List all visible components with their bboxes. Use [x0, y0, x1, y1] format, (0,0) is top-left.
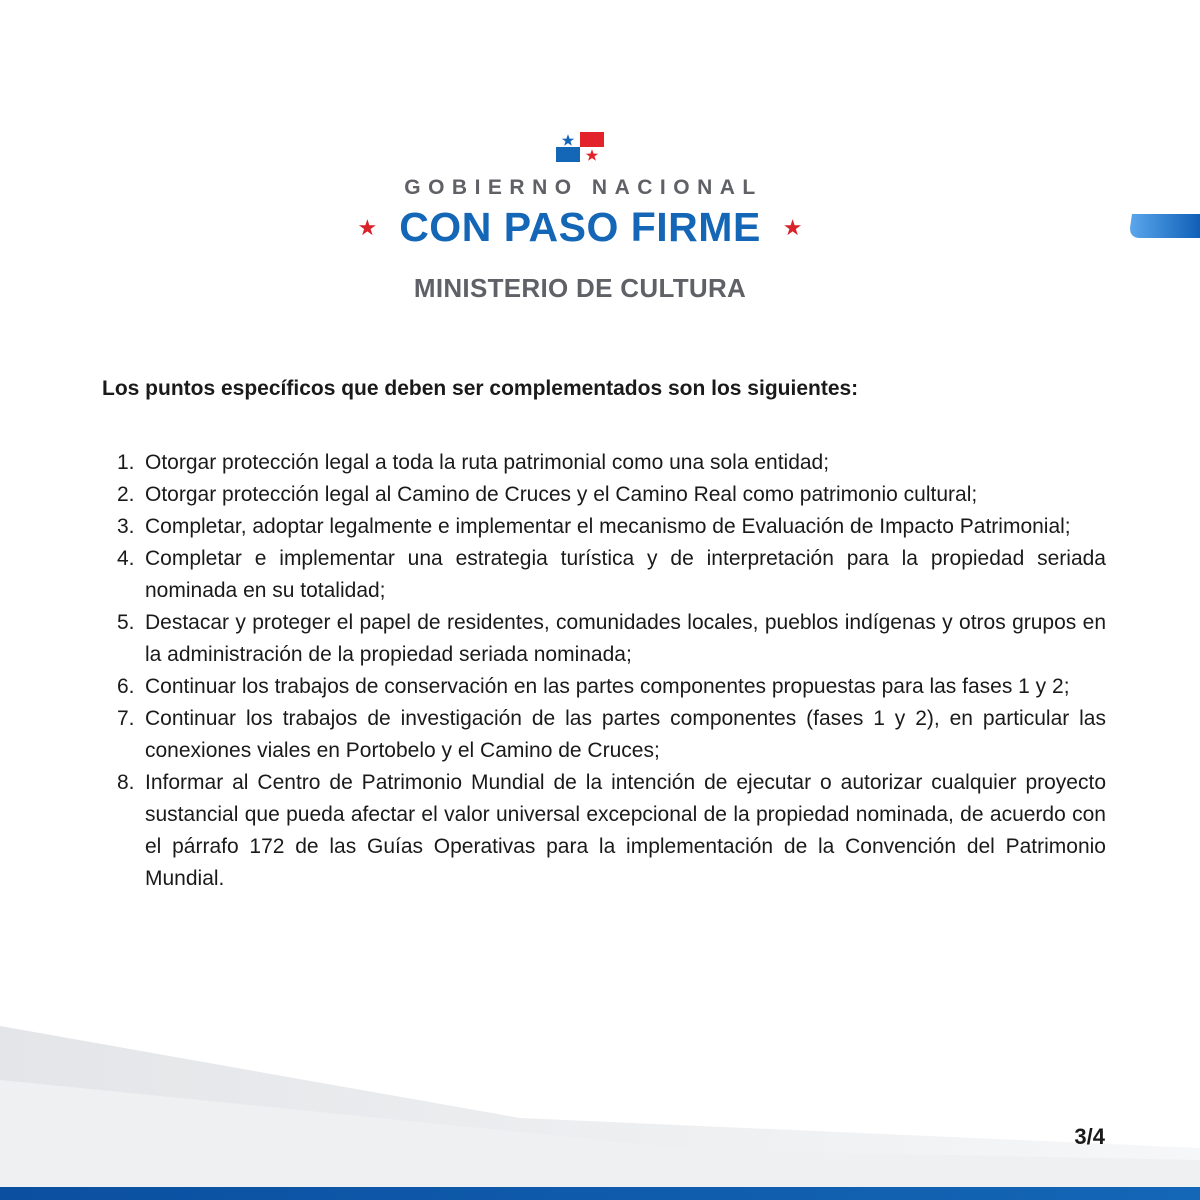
bottom-blue-bar: [0, 1187, 1200, 1200]
page-number: 3/4: [1074, 1124, 1105, 1149]
document-body: [102, 377, 1106, 895]
list-item: [102, 447, 1106, 479]
list-item-text: Continuar los trabajos de investigación de las partes componentes (fases 1 y 2), en particular las conexiones viales en Portobelo y el Camino de Cruces;: [145, 707, 1106, 762]
list-item-number: 5.: [117, 611, 135, 634]
list-item-number: 7.: [117, 707, 135, 730]
list-item-number: 4.: [117, 547, 135, 570]
star-icon: ★: [357, 214, 378, 240]
list-item-number: 8.: [117, 771, 135, 794]
intro-heading: Los puntos específicos que deben ser complementados son los siguientes:: [102, 377, 859, 400]
list-item: [102, 607, 1106, 671]
star-icon: ★: [782, 214, 803, 240]
points-list: [102, 447, 1106, 895]
panama-flag-icon: [556, 132, 604, 162]
list-item-text: Otorgar protección legal a toda la ruta patrimonial como una sola entidad;: [145, 451, 830, 474]
slogan: CON PASO FIRME: [399, 204, 761, 250]
list-item-number: 2.: [117, 483, 135, 506]
list-item-text: Continuar los trabajos de conservación en las partes componentes propuestas para las fases 1 y 2;: [145, 675, 1070, 698]
list-item-text: Completar, adoptar legalmente e implementar el mecanismo de Evaluación de Impacto Patrimonial;: [145, 515, 1071, 538]
list-item: [102, 671, 1106, 703]
list-item-text: Completar e implementar una estrategia turística y de interpretación para la propiedad seriada nominada en su totalidad;: [145, 547, 1106, 602]
list-item: [102, 479, 1106, 511]
list-item: [102, 703, 1106, 767]
list-item: [102, 767, 1106, 895]
list-item-text: Otorgar protección legal al Camino de Cruces y el Camino Real como patrimonio cultural;: [145, 483, 978, 506]
list-item: [102, 511, 1106, 543]
list-item-text: Informar al Centro de Patrimonio Mundial de la intención de ejecutar o autorizar cualquier proyecto sustancial que pueda afectar el valor universal excepcional de la propiedad nominada, de acuerdo con el párrafo 172 de las Guías Operativas para la implementación de la Convención del Patrimonio Mundial.: [145, 771, 1106, 890]
list-item-text: Destacar y proteger el papel de residentes, comunidades locales, pueblos indígenas y otros grupos en la administración de la propiedad seriada nominada;: [145, 611, 1106, 666]
government-label: GOBIERNO NACIONAL: [404, 176, 763, 199]
ministry-label: MINISTERIO DE CULTURA: [413, 273, 747, 303]
header: [0, 132, 1160, 304]
list-item-number: 3.: [117, 515, 135, 538]
list-item-number: 6.: [117, 675, 135, 698]
slogan-row: [0, 204, 1160, 251]
list-item: [102, 543, 1106, 607]
list-item-number: 1.: [117, 451, 135, 474]
